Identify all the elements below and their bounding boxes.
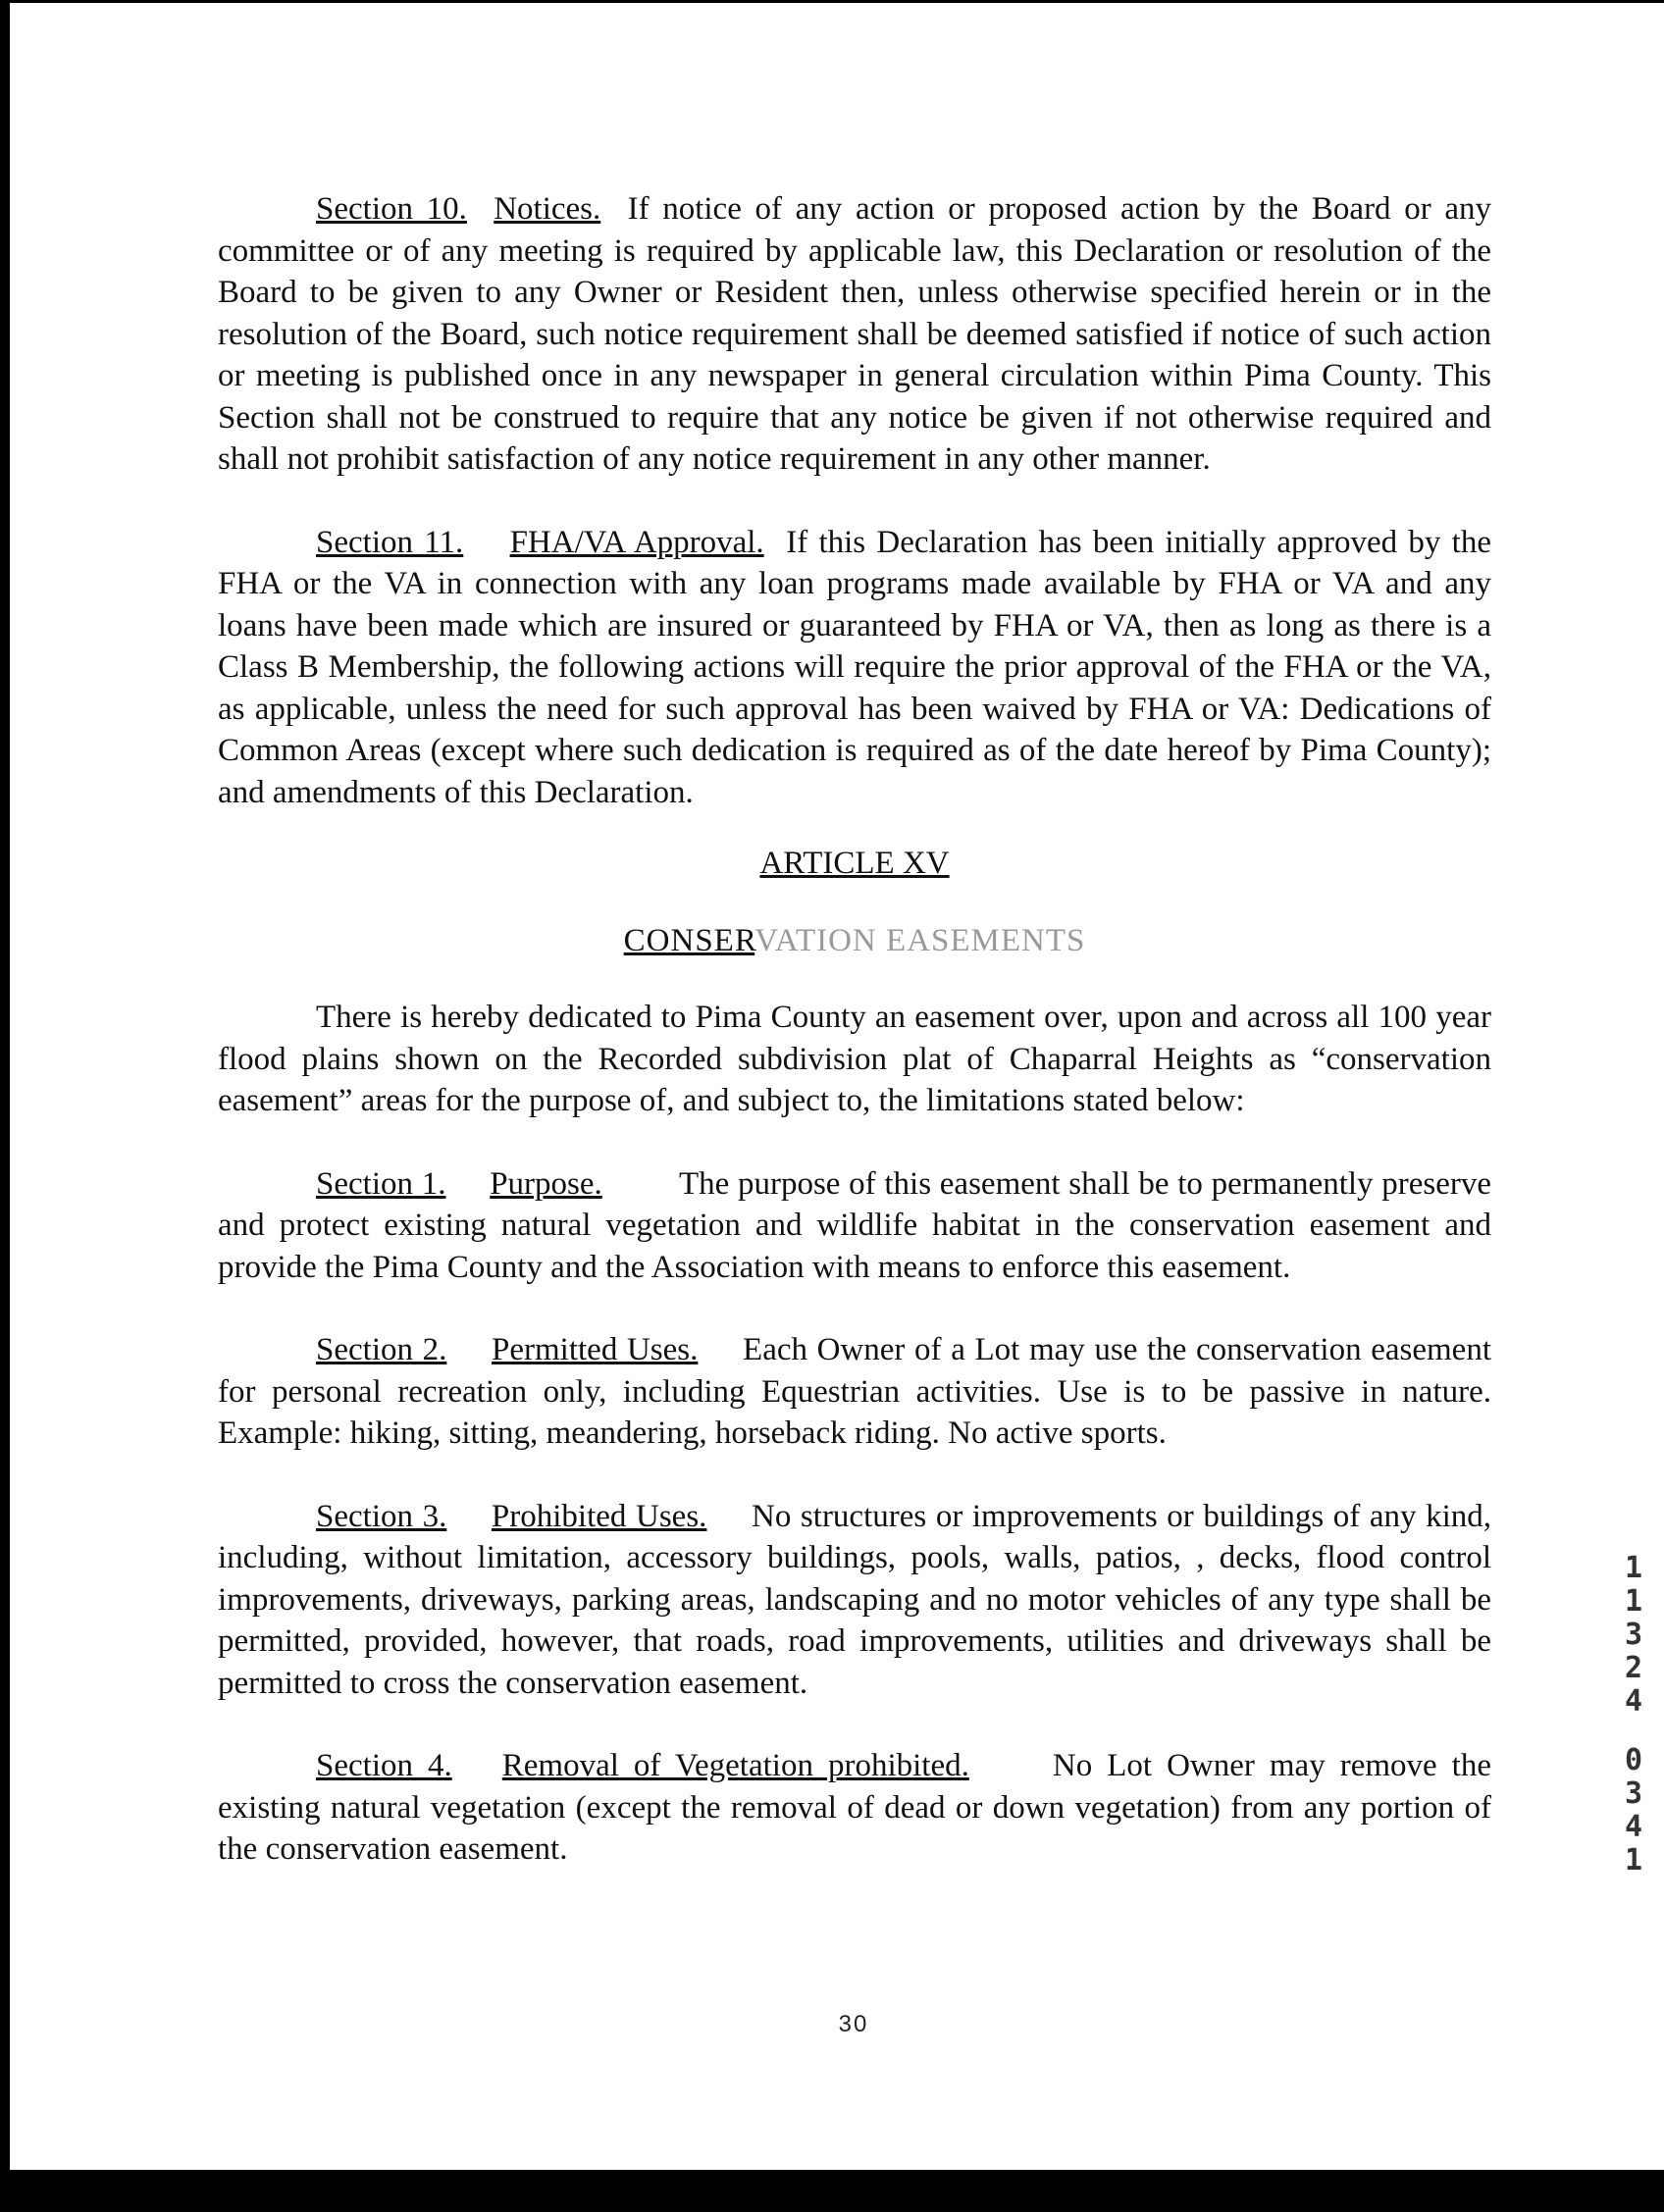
article-number: ARTICLE XV: [759, 846, 950, 881]
section-2-paragraph: [218, 1329, 1491, 1455]
section-3-paragraph: [218, 1496, 1491, 1705]
stamp-digit: 2: [1624, 1651, 1643, 1685]
section-2-body: Each Owner of a Lot may use the conservation easement for personal recreation only, including Equestrian activities. Use is to be passive in nature. Example: hiking, sitting, meandering, horseback riding. No active sports.: [218, 1332, 1491, 1451]
stamp-digit: 4: [1624, 1810, 1643, 1844]
stamp-digit: 1: [1624, 1551, 1643, 1585]
stamp-docket-group: [1619, 1552, 1648, 1719]
section-1-title: Purpose.: [490, 1165, 602, 1202]
section-2-label: Section 2.: [316, 1332, 447, 1367]
stamp-digit: 1: [1624, 1843, 1643, 1878]
document-page: [218, 188, 1491, 1871]
section-10-body: If notice of any action or proposed action by the Board or any committee or of any meeting is required by applicable law, this Declaration or resolution of the Board to be given to any Owner or Resident then, unless otherwise specified herein or in the resolution of the Board, such notice requirement shall be deemed satisfied if notice of such action or meeting is published once in any newspaper in general circulation within Pima County. This Section shall not be construed to require that any notice be given if not otherwise required and shall not prohibit satisfaction of any notice requirement in any other manner.: [218, 191, 1492, 477]
scan-border-top: [0, 0, 1664, 3]
stamp-digit: 3: [1624, 1618, 1643, 1652]
section-11-paragraph: [218, 522, 1491, 814]
article-title-clear: CONSER: [623, 922, 755, 958]
stamp-digit: 0: [1624, 1743, 1643, 1777]
intro-paragraph: [218, 997, 1491, 1122]
section-11-title: FHA/VA Approval.: [509, 524, 764, 560]
section-11-label: Section 11.: [316, 524, 464, 560]
section-2-title: Permitted Uses.: [492, 1332, 699, 1367]
article-title-faded: VATION EASEMENTS: [754, 922, 1086, 958]
page-number: 30: [838, 2011, 869, 2037]
section-10-label: Section 10.: [316, 191, 467, 227]
section-4-title: Removal of Vegetation prohibited.: [501, 1748, 969, 1783]
section-4-label: Section 4.: [316, 1748, 452, 1783]
section-3-title: Prohibited Uses.: [491, 1498, 707, 1534]
section-1-body: The purpose of this easement shall be to permanently preserve and protect existing natural vegetation and wildlife habitat in the conservation easement and provide the Pima County and the Association with means to enforce this easement.: [218, 1165, 1492, 1285]
article-heading: [218, 843, 1491, 885]
section-3-body: No structures or improvements or buildings of any kind, including, without limitation, accessory buildings, pools, walls, patios, , decks, flood control improvements, driveways, parking areas, landscaping and no motor vehicles of any type shall be permitted, provided, however, that roads, road improvements, utilities and driveways shall be permitted to cross the conservation easement.: [218, 1498, 1492, 1701]
stamp-digit: 3: [1624, 1776, 1643, 1811]
section-3-label: Section 3.: [316, 1498, 447, 1534]
intro-text: There is hereby dedicated to Pima County an easement over, upon and across all 100 year flood plains shown on the Recorded subdivision plat of Chaparral Heights as “conservation easement” areas for the purpose of, and subject to, the limitations stated below:: [218, 1000, 1491, 1118]
section-4-paragraph: [218, 1745, 1491, 1871]
stamp-digit: 1: [1624, 1584, 1643, 1619]
section-10-title: Notices.: [494, 191, 601, 227]
section-11-body: If this Declaration has been initially approved by the FHA or the VA in connection with any loan programs made available by FHA or VA and any loans have been made which are insured or guaranteed by FHA or VA, then as long as there is a Class B Membership, the following actions will require the prior approval of the FHA or the VA, as applicable, unless the need for such approval has been waived by FHA or VA: Dedications of Common Areas (except where such dedication is required as of the date hereof by Pima County); and amendments of this Declaration.: [218, 524, 1491, 810]
recording-stamp: [1619, 1552, 1648, 1878]
stamp-page-group: [1619, 1744, 1648, 1878]
scan-border-left: [0, 0, 10, 2212]
section-4-body: No Lot Owner may remove the existing natural vegetation (except the removal of dead or down vegetation) from any portion of the conservation easement.: [218, 1748, 1491, 1867]
section-1-paragraph: [218, 1163, 1491, 1289]
scan-border-bottom: [0, 2170, 1664, 2212]
article-title: [218, 920, 1491, 962]
section-1-label: Section 1.: [316, 1165, 446, 1202]
stamp-digit: 4: [1624, 1684, 1643, 1719]
section-10-paragraph: [218, 188, 1491, 481]
